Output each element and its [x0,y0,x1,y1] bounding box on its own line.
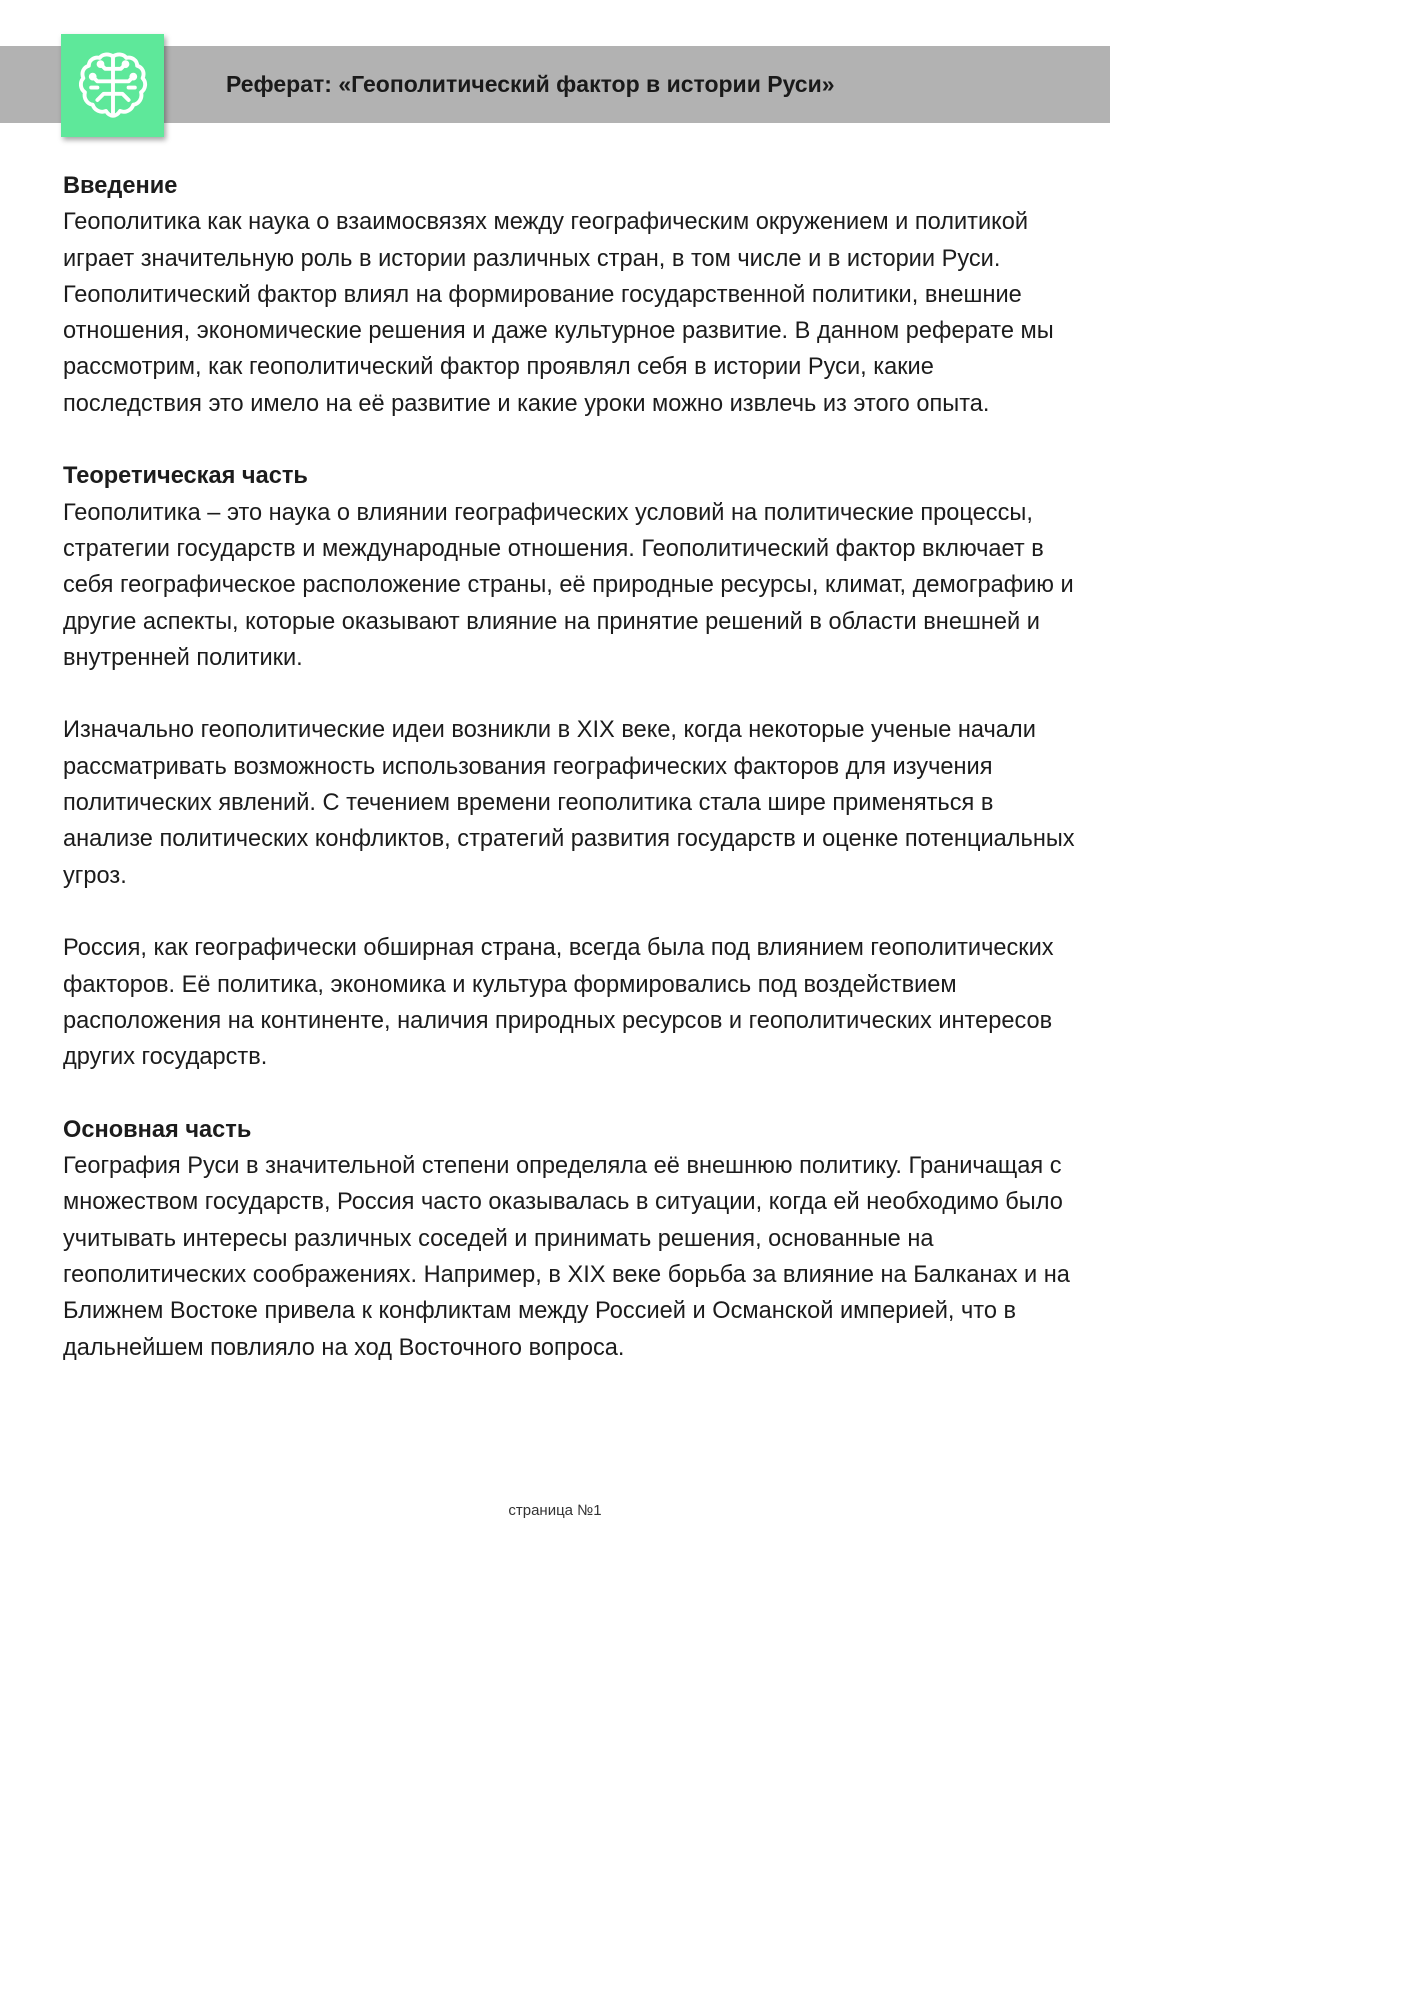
paragraph: Геополитика как наука о взаимосвязях между географическим окружением и политикой играет значительную роль в истории различных стран, в том числе и в истории Руси. Геополитический фактор влиял на формирование государственной политики, внешние отношения, экономические решения и даже культурное развитие. В данном реферате мы рассмотрим, как геополитический фактор проявлял себя в истории Руси, какие последствия это имело на её развитие и какие уроки можно извлечь из этого опыта. [63,209,1054,417]
section-main [63,1112,1078,1366]
page-number: страница №1 [508,1502,602,1519]
section-heading: Основная часть [63,1116,252,1143]
section-heading: Теоретическая часть [63,463,308,490]
section-introduction [63,168,1078,422]
document-body [63,168,1078,1402]
paragraph: География Руси в значительной степени определяла её внешнюю политику. Граничащая с множеством государств, Россия часто оказывалась в ситуации, когда ей необходимо было учитывать интересы различных соседей и принимать решения, основанные на геополитических соображениях. Например, в XIX веке борьба за влияние на Балканах и на Ближнем Востоке привела к конфликтам между Россией и Османской империей, что в дальнейшем повлияло на ход Восточного вопроса. [63,1153,1070,1361]
paragraph: Изначально геополитические идеи возникли в XIX веке, когда некоторые ученые начали рассматривать возможность использования географических факторов для изучения политических явлений. С течением времени геополитика стала шире применяться в анализе политических конфликтов, стратегий развития государств и оценке потенциальных угроз. [63,717,1075,889]
brain-icon [74,47,152,125]
paragraph: Геополитика – это наука о влиянии географических условий на политические процессы, стратегии государств и международные отношения. Геополитический фактор включает в себя географическое расположение страны, её природные ресурсы, климат, демографию и другие аспекты, которые оказывают влияние на принятие решений в области внешней и внутренней политики. [63,499,1074,671]
section-theory [63,458,1078,1075]
paragraph: Россия, как географически обширная страна, всегда была под влиянием геополитических факторов. Её политика, экономика и культура формировались под воздействием расположения на континенте, наличия природных ресурсов и геополитических интересов других государств. [63,935,1054,1071]
document-title: Реферат: «Геополитический фактор в истории Руси» [226,71,835,97]
section-heading: Введение [63,173,178,199]
logo [61,34,164,137]
